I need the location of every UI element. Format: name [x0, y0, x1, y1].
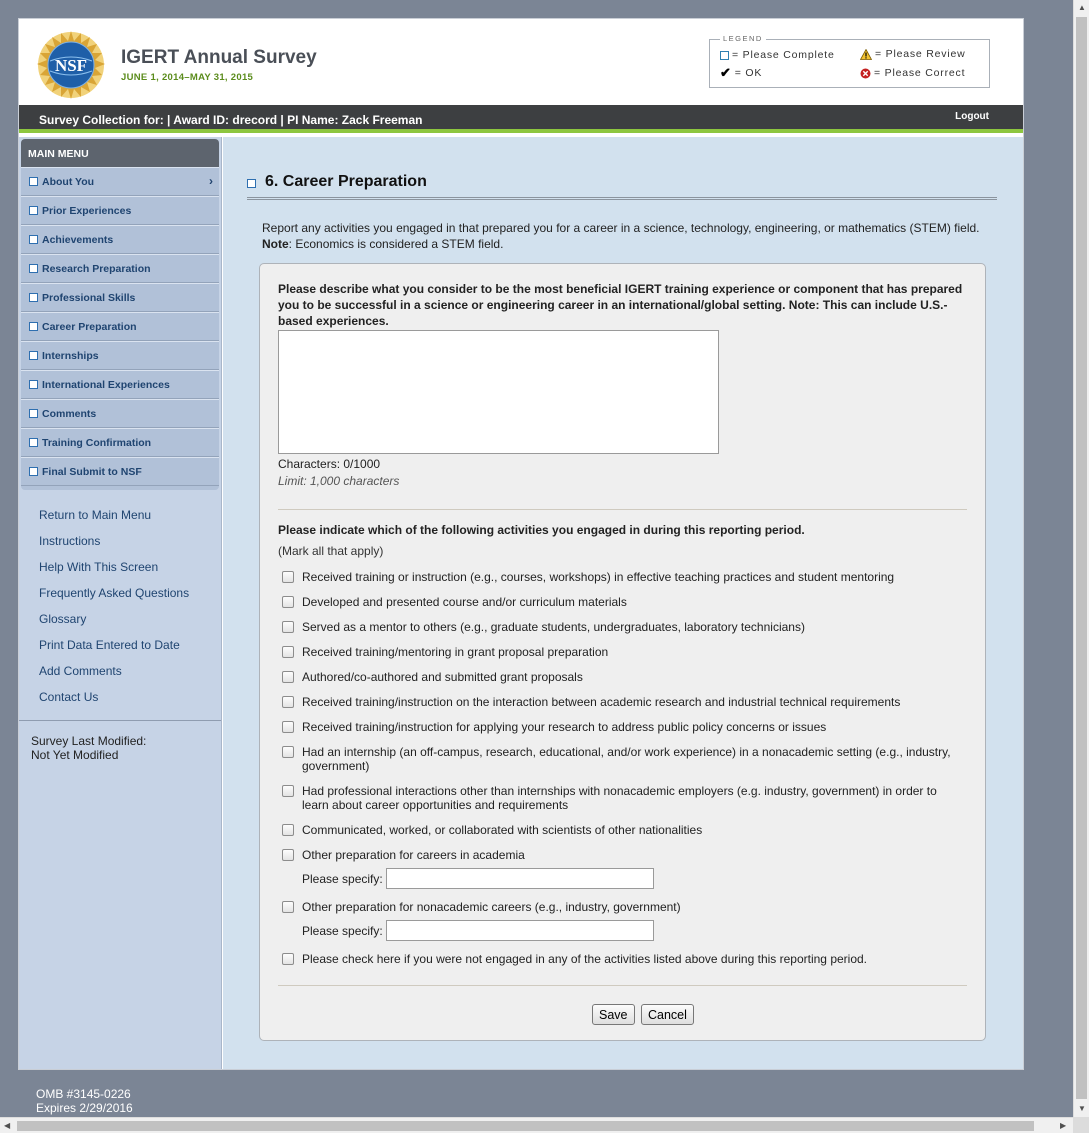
status-box-icon — [29, 235, 38, 244]
section-title: 6. Career Preparation — [247, 173, 427, 191]
legend-please-complete: = Please Complete — [720, 49, 835, 61]
title-divider — [247, 197, 997, 200]
menu-item-prior-experiences[interactable]: Prior Experiences — [21, 196, 219, 225]
specify-nonacademic-input[interactable] — [386, 920, 654, 941]
specify-label: Please specify: — [302, 871, 383, 886]
menu-item-professional-skills[interactable]: Professional Skills — [21, 283, 219, 312]
scroll-down-icon[interactable]: ▼ — [1078, 1104, 1086, 1113]
link-instructions[interactable]: Instructions — [39, 534, 101, 548]
checkbox[interactable] — [282, 671, 294, 683]
survey-last-modified — [19, 721, 221, 762]
menu-item-internships[interactable]: Internships — [21, 341, 219, 370]
vertical-scroll-thumb[interactable] — [1076, 17, 1087, 1099]
option-industry-interaction[interactable]: Received training/instruction on the interaction between academic research and industrial technical requirements — [282, 695, 962, 709]
scroll-up-icon[interactable]: ▲ — [1078, 3, 1086, 12]
error-icon — [860, 68, 871, 79]
checkbox[interactable] — [282, 785, 294, 797]
character-count: Characters: 0/1000 — [278, 457, 381, 471]
scroll-right-icon[interactable]: ▶ — [1060, 1121, 1067, 1130]
omb-number: OMB #3145-0226 — [36, 1087, 131, 1101]
app-title: IGERT Annual Survey — [121, 47, 317, 68]
status-box-icon — [29, 322, 38, 331]
checkbox[interactable] — [282, 621, 294, 633]
checkbox[interactable] — [282, 696, 294, 708]
status-box-icon — [29, 438, 38, 447]
option-international-collaboration[interactable]: Communicated, worked, or collaborated with scientists of other nationalities — [282, 823, 962, 837]
status-box-icon — [29, 467, 38, 476]
legend-please-correct: = Please Correct — [860, 67, 965, 79]
option-curriculum-materials[interactable]: Developed and presented course and/or curriculum materials — [282, 595, 962, 609]
menu-item-about-you[interactable]: About You › — [21, 167, 219, 196]
q1-label: Please describe what you consider to be the most beneficial IGERT training experience or component that has prepared you to be successful in a science or engineering career in an international/global setting. Note: This can include U.S.-based experiences. — [278, 282, 963, 328]
option-none[interactable]: Please check here if you were not engaged in any of the activities listed above during this reporting period. — [282, 952, 962, 966]
beneficial-experience-textarea[interactable] — [278, 330, 719, 454]
legend-please-review: = Please Review — [860, 48, 966, 60]
scroll-left-icon[interactable]: ◀ — [4, 1121, 11, 1130]
q2-hint: (Mark all that apply) — [278, 544, 384, 558]
last-modified-value: Not Yet Modified — [31, 748, 119, 762]
horizontal-scrollbar[interactable] — [0, 1117, 1073, 1133]
scrollbar-corner — [1073, 1117, 1089, 1133]
menu-item-international-experiences[interactable]: International Experiences — [21, 370, 219, 399]
legend — [709, 34, 990, 88]
checkbox[interactable] — [282, 721, 294, 733]
header — [19, 19, 1023, 105]
status-box-icon — [29, 351, 38, 360]
link-add-comments[interactable]: Add Comments — [39, 664, 122, 678]
character-limit: Limit: 1,000 characters — [278, 474, 400, 488]
menu-item-research-preparation[interactable]: Research Preparation — [21, 254, 219, 283]
save-button[interactable]: Save — [592, 1004, 635, 1025]
survey-period: JUNE 1, 2014–MAY 31, 2015 — [121, 72, 254, 83]
checkbox[interactable] — [282, 746, 294, 758]
checkbox[interactable] — [282, 824, 294, 836]
link-glossary[interactable]: Glossary — [39, 612, 87, 626]
checkbox[interactable] — [282, 901, 294, 913]
link-print-data[interactable]: Print Data Entered to Date — [39, 638, 180, 652]
legend-ok: ✔ = OK — [720, 65, 763, 80]
horizontal-scroll-thumb[interactable] — [17, 1121, 1034, 1131]
question-panel — [259, 263, 986, 1041]
specify-academia — [302, 868, 654, 889]
empty-box-icon — [720, 51, 729, 60]
intro-text: Report any activities you engaged in that prepared you for a career in a science, technology, engineering, or mathematics (STEM) field. Note: Economics is considered a STEM field. — [262, 221, 980, 251]
option-mentor[interactable]: Served as a mentor to others (e.g., graduate students, undergraduates, laboratory technicians) — [282, 620, 962, 634]
q2-label: Please indicate which of the following activities you engaged in during this reporting period. — [278, 523, 805, 537]
menu-item-achievements[interactable]: Achievements — [21, 225, 219, 254]
legend-title: LEGEND — [720, 34, 766, 43]
cancel-button[interactable]: Cancel — [641, 1004, 694, 1025]
checkmark-icon: ✔ — [720, 65, 732, 80]
survey-info-bar — [19, 105, 1023, 133]
specify-academia-input[interactable] — [386, 868, 654, 889]
menu-item-training-confirmation[interactable]: Training Confirmation — [21, 428, 219, 457]
status-box-icon — [29, 409, 38, 418]
checkbox[interactable] — [282, 849, 294, 861]
panel-divider — [278, 509, 967, 510]
footer — [36, 1087, 133, 1115]
option-public-policy[interactable]: Received training/instruction for applying your research to address public policy concerns or issues — [282, 720, 962, 734]
status-box-icon — [29, 264, 38, 273]
last-modified-label: Survey Last Modified: — [31, 734, 147, 748]
status-box-icon — [247, 179, 256, 188]
panel-divider — [278, 985, 967, 986]
chevron-right-icon: › — [209, 174, 213, 188]
intro-note-label: Note — [262, 237, 289, 251]
menu-item-comments[interactable]: Comments — [21, 399, 219, 428]
option-grant-training[interactable]: Received training/mentoring in grant proposal preparation — [282, 645, 962, 659]
link-return-to-main-menu[interactable]: Return to Main Menu — [39, 508, 152, 522]
main-menu-header: MAIN MENU — [21, 139, 219, 167]
menu-item-career-preparation[interactable]: Career Preparation — [21, 312, 219, 341]
checkbox[interactable] — [282, 571, 294, 583]
specify-nonacademic — [302, 920, 654, 941]
link-faq[interactable]: Frequently Asked Questions — [39, 586, 190, 600]
nsf-logo-text: NSF — [54, 56, 88, 75]
sidebar — [19, 137, 222, 1069]
expiry-date: Expires 2/29/2016 — [36, 1101, 133, 1115]
status-box-icon — [29, 177, 38, 186]
vertical-scrollbar[interactable] — [1073, 0, 1089, 1117]
main-content — [223, 137, 1023, 1069]
warning-icon — [860, 49, 872, 60]
option-other-academia[interactable]: Other preparation for careers in academia — [282, 848, 962, 862]
checkbox[interactable] — [282, 646, 294, 658]
specify-label: Please specify: — [302, 923, 383, 938]
link-help-with-this-screen[interactable]: Help With This Screen — [39, 560, 159, 574]
option-teaching-training[interactable]: Received training or instruction (e.g., courses, workshops) in effective teaching practices and student mentoring — [282, 570, 962, 584]
menu-item-final-submit[interactable]: Final Submit to NSF — [21, 457, 219, 486]
status-box-icon — [29, 380, 38, 389]
option-nonacademic-interactions[interactable]: Had professional interactions other than internships with nonacademic employers (e.g. industry, government) in order to learn about career opportunities and requirements — [282, 784, 962, 812]
collection-info: Survey Collection for: | Award ID: drecord | PI Name: Zack Freeman — [39, 113, 423, 127]
link-contact-us[interactable]: Contact Us — [39, 690, 99, 704]
checkbox[interactable] — [282, 596, 294, 608]
sidebar-links — [19, 490, 221, 710]
checkbox[interactable] — [282, 953, 294, 965]
status-box-icon — [29, 206, 38, 215]
page-frame — [18, 18, 1024, 1070]
option-other-nonacademic[interactable]: Other preparation for nonacademic careers (e.g., industry, government) — [282, 900, 962, 914]
nsf-logo — [37, 31, 105, 99]
logout-link[interactable]: Logout — [955, 111, 989, 122]
option-internship[interactable]: Had an internship (an off-campus, research, educational, and/or work experience) in a nonacademic setting (e.g., industry, government) — [282, 745, 962, 773]
status-box-icon — [29, 293, 38, 302]
option-grant-proposals[interactable]: Authored/co-authored and submitted grant proposals — [282, 670, 962, 684]
